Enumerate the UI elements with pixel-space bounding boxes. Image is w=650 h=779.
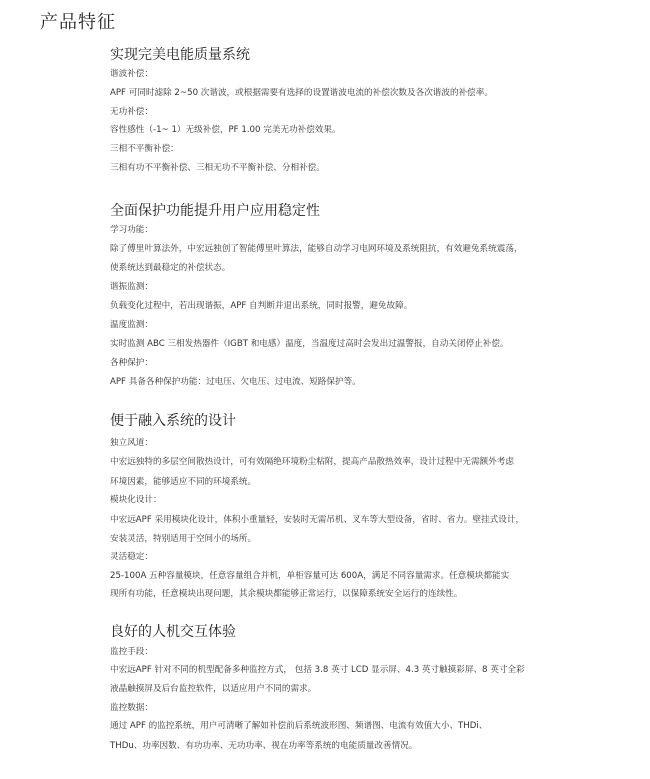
page-title: 产品特征 <box>40 12 116 33</box>
section-title: 良好的人机交互体验 <box>110 624 236 640</box>
subheading: 灵活稳定： <box>110 552 153 562</box>
paragraph-line: 负载变化过程中，若出现谐振，APF 自判断并退出系统，同时报警，避免故障。 <box>110 301 413 311</box>
paragraph-line: APF 可同时滤除 2~50 次谐波，或根据需要有选择的设置谐波电流的补偿次数及各次谐波的补偿率。 <box>110 88 493 98</box>
subheading: 模块化设计： <box>110 495 162 505</box>
paragraph-line: 三相有功不平衡补偿、三相无功不平衡补偿、分相补偿。 <box>110 163 325 173</box>
subheading: 谐波补偿： <box>110 69 153 79</box>
subheading: 谐振监测： <box>110 282 153 292</box>
paragraph-line: 除了傅里叶算法外，中宏远独创了智能傅里叶算法，能够自动学习电网环境及系统阻抗，有效避免系统震荡， <box>110 244 523 254</box>
section-title: 实现完美电能质量系统 <box>110 47 250 63</box>
subheading: 独立风道： <box>110 438 153 448</box>
paragraph-line: 通过 APF 的监控系统，用户可清晰了解如补偿前后系统波形图、频谱图、电流有效值大小、THDi、 <box>110 721 488 731</box>
paragraph-line: 25-100A 五种容量模块，任意容量组合并机，单柜容量可达 600A，满足不同容量需求。任意模块都能实 <box>110 571 510 581</box>
paragraph-line: 中宏远APF 针对不同的机型配备多种监控方式， 包括 3.8 英寸 LCD 显示屏、4.3 英寸触摸彩屏、8 英寸全彩 <box>110 665 525 675</box>
section-title: 便于融入系统的设计 <box>110 413 236 429</box>
subheading: 各种保护： <box>110 358 153 368</box>
paragraph-line: 中宏远独特的多层空间散热设计，可有效隔绝环境粉尘粘附，提高产品散热效率，设计过程中无需额外考虑 <box>110 457 514 467</box>
paragraph-line: 使系统达到最稳定的补偿状态。 <box>110 263 231 273</box>
subheading: 无功补偿： <box>110 107 153 117</box>
paragraph-line: 液晶触摸屏及后台监控软件，以适应用户不同的需求。 <box>110 684 317 694</box>
paragraph-line: THDu、功率因数、有功功率、无功功率、视在功率等系统的电能质量改善情况。 <box>110 741 418 751</box>
paragraph-line: 环境因素，能够适应不同的环境系统。 <box>110 477 257 487</box>
paragraph-line: 中宏远APF 采用模块化设计，体积小重量轻，安装时无需吊机、叉车等大型设备，省时、省力。壁挂式设计， <box>110 515 525 525</box>
paragraph-line: 安装灵活，特别适用于空间小的场所。 <box>110 534 257 544</box>
subheading: 三相不平衡补偿： <box>110 144 179 154</box>
paragraph-line: APF 具备各种保护功能：过电压、欠电压、过电流、短路保护等。 <box>110 377 361 387</box>
paragraph-line: 实时监测 ABC 三相发热器件（IGBT 和电感）温度，当温度过高时会发出过温警报，自动关闭停止补偿。 <box>110 339 509 349</box>
subheading: 温度监测： <box>110 320 153 330</box>
paragraph-line: 容性感性（-1~ 1）无级补偿，PF 1.00 完美无功补偿效果。 <box>110 125 341 135</box>
subheading: 监控手段： <box>110 647 153 657</box>
paragraph-line: 现所有功能，任意模块出现问题，其余模块都能够正常运行，以保障系统安全运行的连续性。 <box>110 589 463 599</box>
subheading: 监控数据： <box>110 703 153 713</box>
subheading: 学习功能： <box>110 225 153 235</box>
section-title: 全面保护功能提升用户应用稳定性 <box>110 203 320 219</box>
